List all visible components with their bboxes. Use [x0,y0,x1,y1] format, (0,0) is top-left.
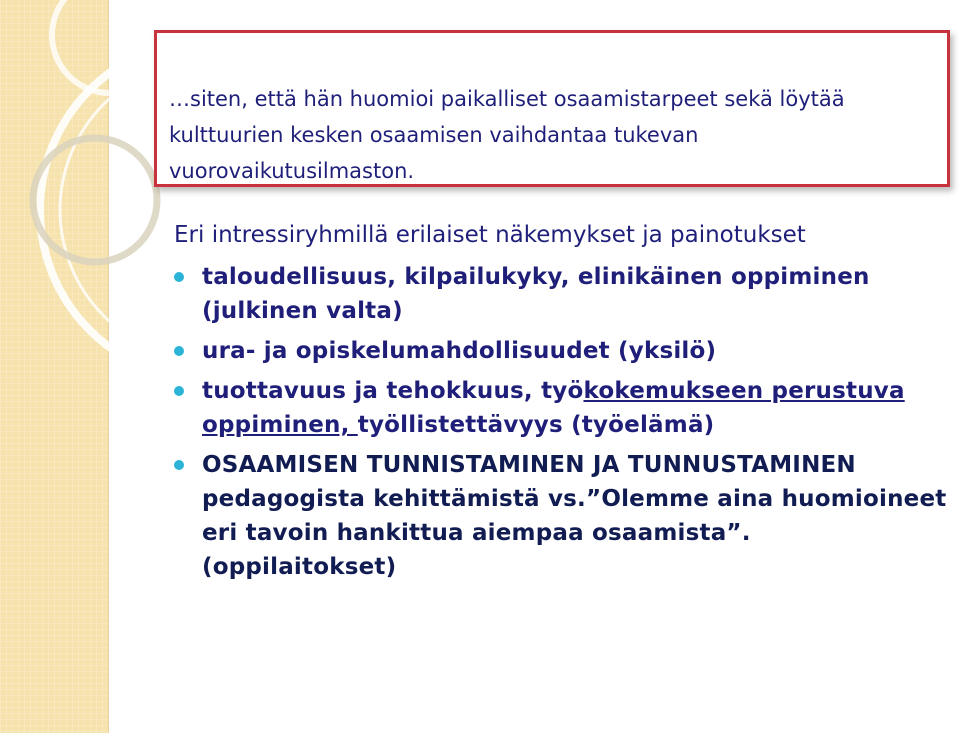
bullet-list [174,260,950,584]
bullet-item [174,374,950,442]
slide-heading: Eri intressiryhmillä erilaiset näkemykset ja painotukset [174,222,806,248]
bullet-dot-icon [174,460,184,470]
slide-content [174,218,950,590]
bullet-text-part: tuottavuus ja tehokkuus, työ [202,378,584,404]
quote-box [154,30,950,187]
bullet-text-part: työllistettävyys (työelämä) [357,412,715,438]
quote-text: …siten, että hän huomioi paikalliset osaamistarpeet sekä löytää kulttuurien kesken osaamisen vaihdantaa tukevan vuorovaikutusilmaston. [169,87,845,183]
decorative-side-band [0,0,109,733]
bullet-text [202,378,905,438]
bullet-underlined-text: kokemukseen perustuva oppiminen, [202,378,905,438]
bullet-item [174,448,950,584]
bullet-dot-icon [174,272,184,282]
bullet-text: ura- ja opiskelumahdollisuudet (yksilö) [202,338,717,364]
bullet-text: taloudellisuus, kilpailukyky, elinikäinen oppiminen (julkinen valta) [202,264,870,324]
bullet-item [174,334,950,368]
bullet-dot-icon [174,346,184,356]
bullet-item [174,260,950,328]
bullet-dot-icon [174,386,184,396]
bullet-text: OSAAMISEN TUNNISTAMINEN JA TUNNUSTAMINEN pedagogista kehittämistä vs.”Olemme aina huomioineet eri tavoin hankittua aiempaa osaamista”. (oppilaitokset) [202,452,947,580]
